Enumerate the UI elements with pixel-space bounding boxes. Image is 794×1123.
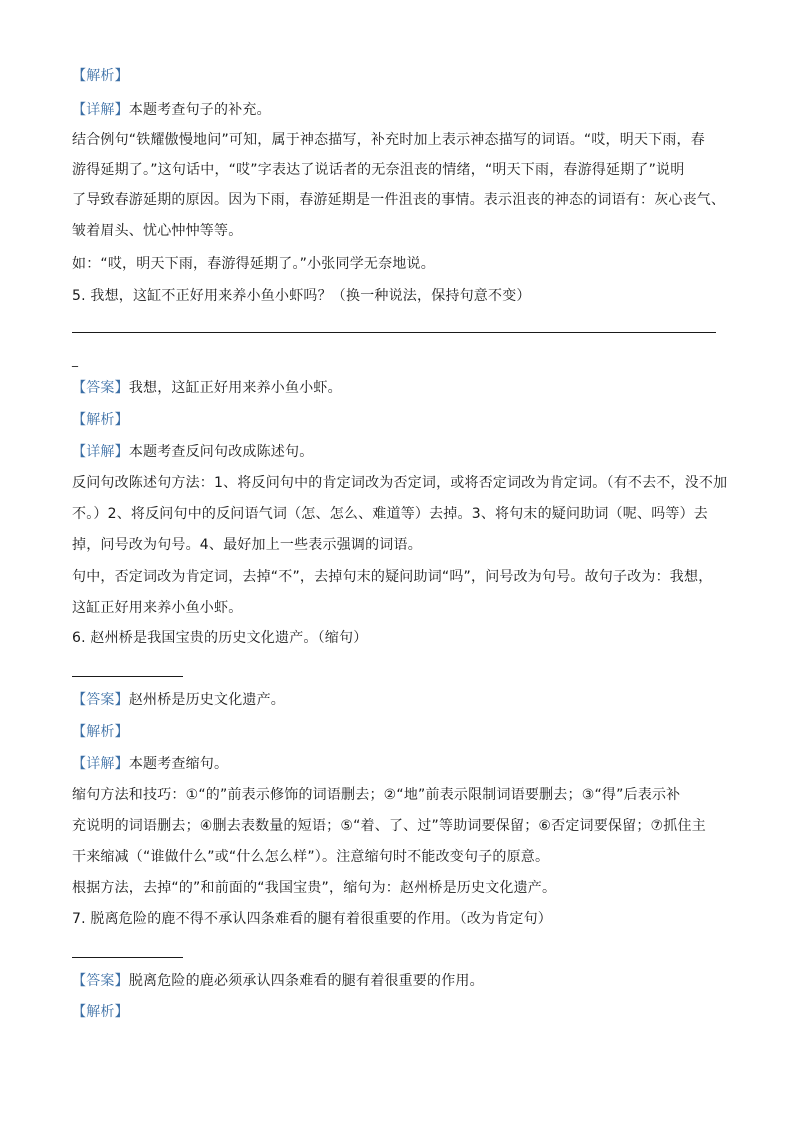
answer-tag: 【答案】 — [72, 973, 129, 989]
detail-text: 本题考查反问句改成陈述句。 — [128, 444, 314, 460]
analysis-heading — [72, 66, 722, 86]
analysis-tag: 【解析】 — [72, 1004, 129, 1020]
paragraph-line: 根据方法，去掉“的”和前面的“我国宝贵”，缩句为：赵州桥是历史文化遗产。 — [72, 880, 557, 896]
paragraph-line: 掉，问号改为句号。4、最好加上一些表示强调的词语。 — [72, 537, 422, 553]
analysis-tag: 【解析】 — [72, 412, 129, 428]
answer-tag: 【答案】 — [72, 380, 129, 396]
paragraph-line: 句中，否定词改为肯定词，去掉“不”，去掉句末的疑问助词“吗”，问号改为句号。故句子改为：我想， — [72, 569, 713, 585]
analysis-heading — [72, 1002, 722, 1022]
answer-text: 我想，这缸正好用来养小鱼小虾。 — [128, 380, 342, 396]
answer-text: 赵州桥是历史文化遗产。 — [128, 692, 286, 708]
analysis-tag: 【解析】 — [72, 724, 129, 740]
answer-blank-line — [72, 332, 716, 333]
answer-line — [72, 690, 722, 710]
answer-blank-line — [72, 676, 183, 677]
analysis-heading — [72, 722, 722, 742]
detail-text: 本题考查句子的补充。 — [128, 102, 271, 118]
paragraph-line: 皱着眉头、忧心忡忡等等。 — [72, 223, 243, 239]
detail-line — [72, 442, 722, 462]
example-line: 如：“哎，明天下雨，春游得延期了。”小张同学无奈地说。 — [72, 256, 435, 272]
detail-tag: 【详解】 — [72, 756, 129, 772]
analysis-heading — [72, 410, 722, 430]
answer-blank-tail: _ — [72, 353, 79, 367]
paragraph-line: 了导致春游延期的原因。因为下雨，春游延期是一件沮丧的事情。表示沮丧的神态的词语有：灰心丧气、 — [72, 192, 726, 208]
detail-line — [72, 100, 722, 120]
detail-tag: 【详解】 — [72, 102, 129, 118]
detail-tag: 【详解】 — [72, 444, 129, 460]
paragraph-line: 缩句方法和技巧：①“的”前表示修饰的词语删去；②“地”前表示限制词语要删去；③“得”后表示补 — [72, 787, 681, 803]
paragraph-line: 充说明的词语删去；④删去表数量的短语；⑤“着、了、过”等助词要保留；⑥否定词要保留；⑦抓住主 — [72, 818, 706, 834]
analysis-tag: 【解析】 — [72, 68, 129, 84]
paragraph-line: 不。）2、将反问句中的反问语气词（怎、怎么、难道等）去掉。3、将句末的疑问助词（呢、吗等）去 — [72, 506, 709, 522]
detail-text: 本题考查缩句。 — [128, 756, 229, 772]
paragraph-line: 干来缩减（“谁做什么”或“什么怎么样”）。注意缩句时不能改变句子的原意。 — [72, 849, 550, 865]
paragraph-line: 这缸正好用来养小鱼小虾。 — [72, 600, 243, 616]
question-6: 6. 赵州桥是我国宝贵的历史文化遗产。（缩句） — [72, 630, 368, 646]
question-7: 7. 脱离危险的鹿不得不承认四条难看的腿有着很重要的作用。（改为肯定句） — [72, 911, 553, 927]
answer-tag: 【答案】 — [72, 692, 129, 708]
answer-blank-line — [72, 957, 183, 958]
paragraph-line: 游得延期了。”这句话中，“哎”字表达了说话者的无奈沮丧的情绪，“明天下雨，春游得延期了”说明 — [72, 162, 685, 178]
answer-line — [72, 971, 722, 991]
answer-line — [72, 378, 722, 398]
paragraph-line: 结合例句“铁耀傲慢地问”可知，属于神态描写，补充时加上表示神态描写的词语。“哎，明天下雨，春 — [72, 132, 705, 148]
paragraph-line: 反问句改陈述句方法：1、将反问句中的肯定词改为否定词，或将否定词改为肯定词。（有不去不，没不加 — [72, 475, 728, 491]
answer-text: 脱离危险的鹿必须承认四条难看的腿有着很重要的作用。 — [128, 973, 484, 989]
question-5: 5. 我想，这缸不正好用来养小鱼小虾吗？（换一种说法，保持句意不变） — [72, 288, 531, 304]
detail-line — [72, 754, 722, 774]
